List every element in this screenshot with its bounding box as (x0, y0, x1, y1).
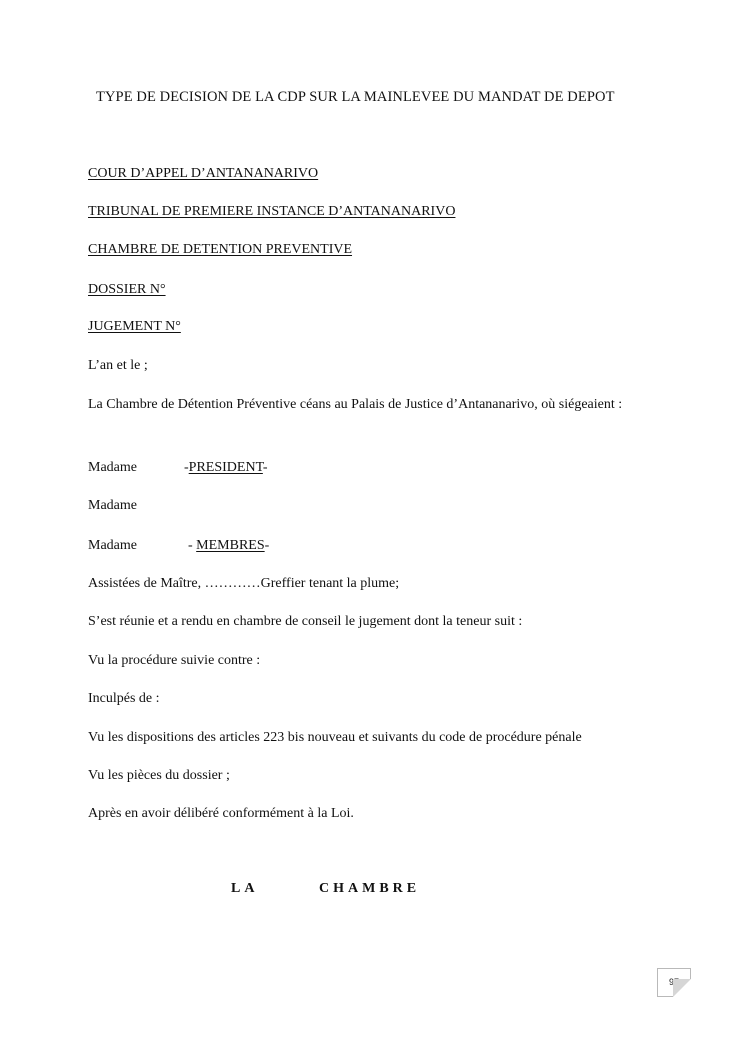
greffier-line: Assistées de Maître, …………Greffier tenant la plume; (88, 576, 400, 591)
date-line: L’an et le ; (88, 358, 148, 373)
pieces-line: Vu les pièces du dossier ; (88, 768, 230, 783)
jugement-number: JUGEMENT N° (88, 319, 181, 334)
page-number: 97 (668, 977, 679, 987)
president-role-line (184, 459, 268, 477)
document-title: TYPE DE DECISION DE LA CDP SUR LA MAINLEVEE DU MANDAT DE DEPOT (96, 89, 615, 105)
second-title: Madame (88, 498, 137, 513)
chamber-heading: CHAMBRE DE DETENTION PREVENTIVE (88, 242, 353, 257)
president-suffix: - (262, 460, 268, 475)
members-role-line (188, 537, 269, 555)
dispositions-line: Vu les dispositions des articles 223 bis nouveau et suivants du code de procédure pénale (88, 730, 582, 745)
members-role: MEMBRES (196, 538, 265, 553)
page-curl-icon (673, 979, 691, 997)
reunion-line: S’est réunie et a rendu en chambre de conseil le jugement dont la teneur suit : (88, 614, 523, 629)
page-number-box (657, 968, 691, 997)
tribunal-heading: TRIBUNAL DE PREMIERE INSTANCE D’ANTANANARIVO (88, 204, 456, 219)
members-title: Madame (88, 538, 137, 553)
section-heading-chambre: CHAMBRE (319, 881, 421, 896)
court-of-appeal-heading: COUR D’APPEL D’ANTANANARIVO (88, 166, 319, 181)
inculpes-line: Inculpés de : (88, 691, 160, 706)
president-title: Madame (88, 460, 137, 475)
members-prefix: - (188, 538, 197, 553)
procedure-line: Vu la procédure suivie contre : (88, 653, 261, 668)
president-role: PRESIDENT (188, 460, 263, 475)
president-prefix: - (184, 460, 189, 475)
section-heading-la: LA (231, 881, 259, 896)
members-suffix: - (264, 538, 270, 553)
dossier-number: DOSSIER N° (88, 282, 166, 297)
intro-paragraph: La Chambre de Détention Préventive céans au Palais de Justice d’Antananarivo, où siégeaient : (88, 397, 623, 412)
deliberation-line: Après en avoir délibéré conformément à la Loi. (88, 806, 354, 821)
